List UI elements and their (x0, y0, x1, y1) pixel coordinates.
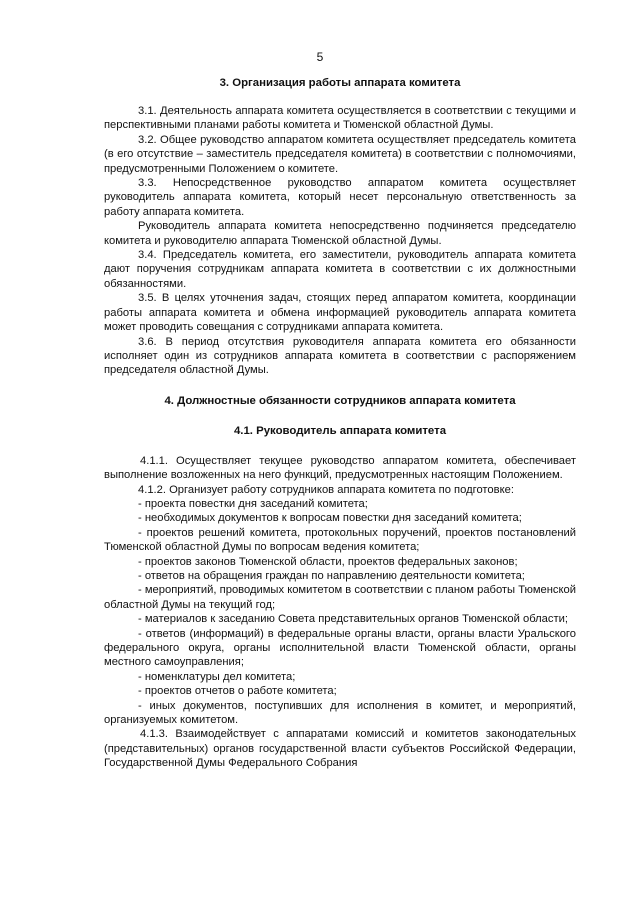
list-item: - проекта повестки дня заседаний комитета; (138, 497, 368, 510)
list-item: - номенклатуры дел комитета; (138, 670, 296, 683)
paragraph-4-1-1: 4.1.1. Осуществляет текущее руководство аппаратом комитета, обеспечивает выполнение возложенных на него функций, предусмотренных настоящим Положением. (104, 454, 576, 482)
paragraph-4-1-2: 4.1.2. Организует работу сотрудников аппарата комитета по подготовке: (138, 483, 514, 496)
section-3-title: 3. Организация работы аппарата комитета (219, 77, 461, 89)
list-item: - мероприятий, проводимых комитетом в соответствии с планом работы Тюменской областной Думы на текущий год; (104, 584, 576, 611)
page-content (104, 76, 576, 771)
list-item: - материалов к заседанию Совета представительных органов Тюменской области; (138, 613, 568, 626)
section-4-1-title: 4.1. Руководитель аппарата комитета (233, 424, 447, 437)
list-item: - проектов законов Тюменской области, проектов федеральных законов; (138, 555, 518, 568)
list-item: - проектов отчетов о работе комитета; (138, 685, 337, 698)
paragraph-4-1-3: 4.1.3. Взаимодействует с аппаратами комиссий и комитетов законодательных (представительных) органов государственной власти субъектов Российской Федерации, Государственной Думы Федерального Собрания (104, 728, 576, 770)
paragraph-3-1: 3.1. Деятельность аппарата комитета осуществляется в соответствии с текущими и перспективными планами работы комитета и Тюменской областной Думы. (104, 105, 576, 132)
list-item: - ответов на обращения граждан по направлению деятельности комитета; (138, 569, 525, 582)
paragraph-3-5: 3.5. В целях уточнения задач, стоящих перед аппаратом комитета, координации работы аппарата комитета и обмена информацией руководитель аппарата комитета может проводить совещания с сотрудниками аппарата комитета. (104, 292, 576, 334)
list-item: - необходимых документов к вопросам повестки дня заседаний комитета; (138, 512, 522, 525)
list-item: - иных документов, поступивших для исполнения в комитет, и мероприятий, организуемых комитетом. (104, 699, 576, 727)
section-4-title: 4. Должностные обязанности сотрудников аппарата комитета (164, 394, 516, 407)
list-item: - ответов (информаций) в федеральные органы власти, органы власти Уральского федерального округа, органы исполнительной власти Тюменской области, органы местного самоуправления; (104, 627, 576, 669)
page-number: 5 (316, 50, 324, 64)
paragraph-3-3: 3.3. Непосредственное руководство аппаратом комитета осуществляет руководитель аппарата комитета, который несет персональную ответственность за работу аппарата комитета. (104, 177, 576, 218)
list-item: - проектов решений комитета, протокольных поручений, проектов постановлений Тюменской областной Думы по вопросам ведения комитета; (104, 526, 576, 554)
paragraph-3-3-continued: Руководитель аппарата комитета непосредственно подчиняется председателю комитета и руководителю аппарата Тюменской областной Думы. (104, 220, 576, 247)
paragraph-3-2: 3.2. Общее руководство аппаратом комитета осуществляет председатель комитета (в его отсутствие – заместитель председателя комитета) в соответствии с полномочиями, предусмотренными Положением о комитете. (104, 133, 576, 175)
paragraph-3-6: 3.6. В период отсутствия руководителя аппарата комитета его обязанности исполняет один из сотрудников аппарата комитета в соответствии с распоряжением председателя областной Думы. (104, 335, 576, 377)
paragraph-3-4: 3.4. Председатель комитета, его заместители, руководитель аппарата комитета дают поручения сотрудникам аппарата комитета в соответствии с их должностными обязанностями. (104, 249, 576, 290)
